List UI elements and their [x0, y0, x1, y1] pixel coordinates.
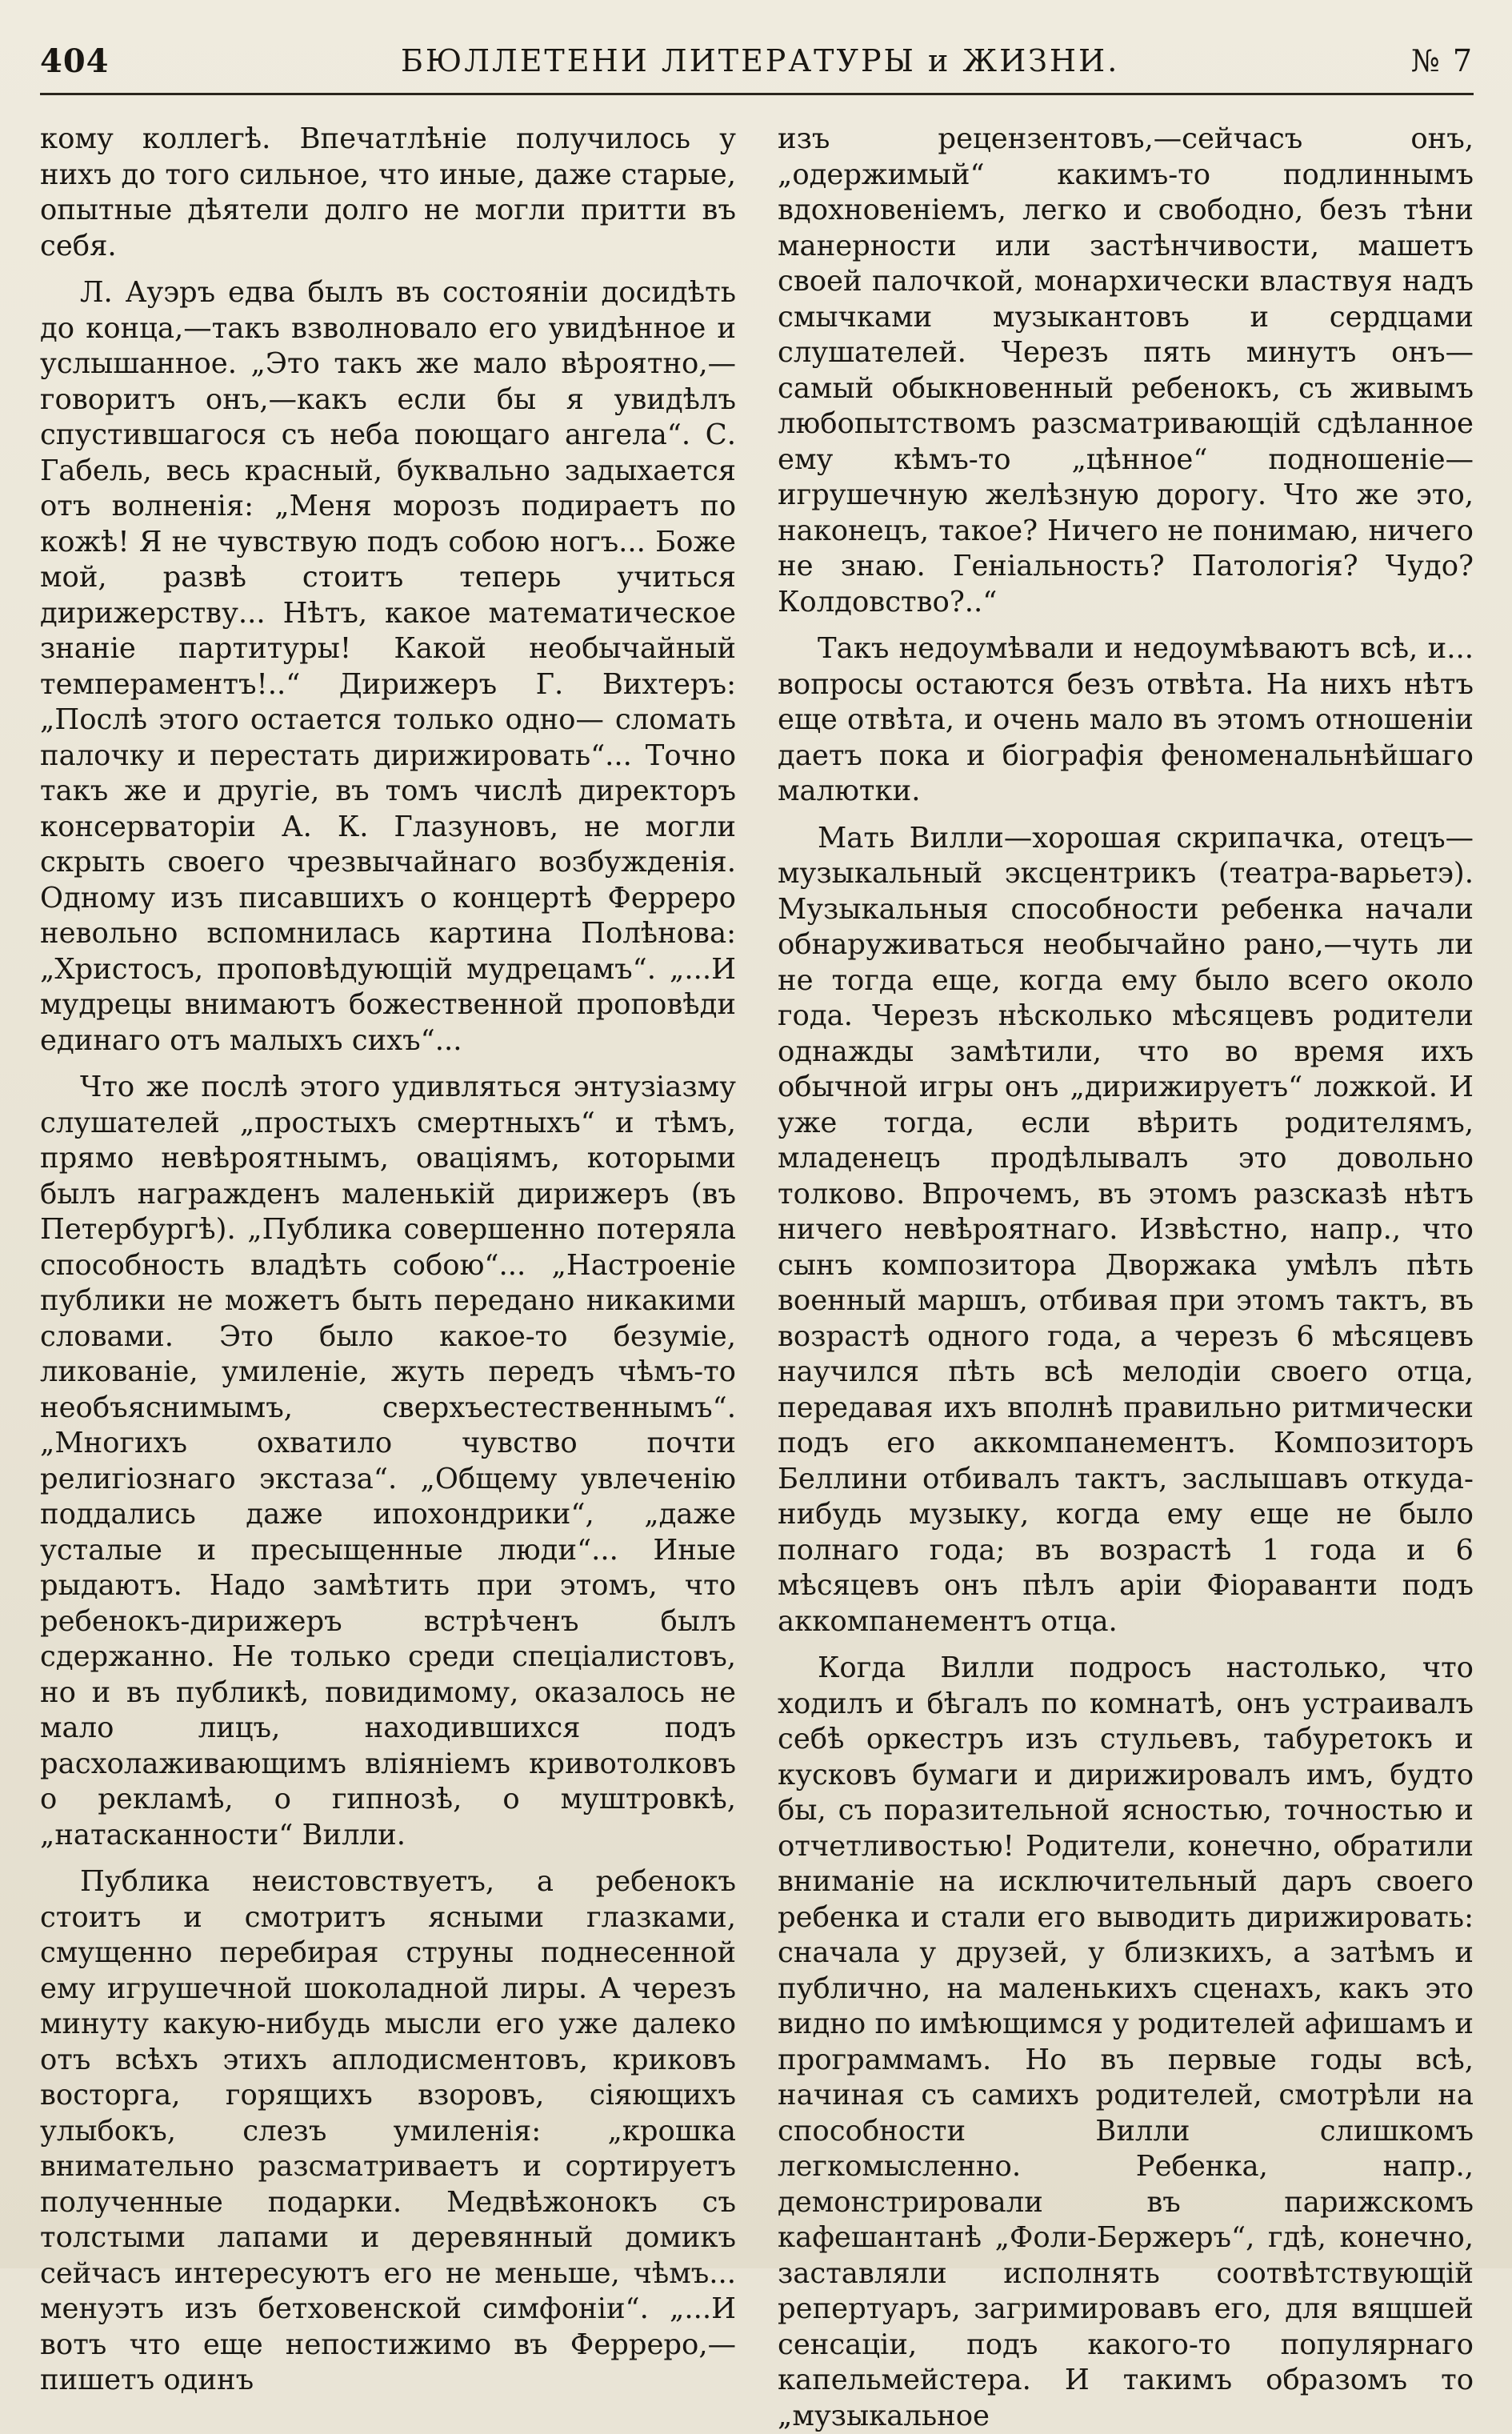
paragraph: Публика неистовствуетъ, а ребенокъ стоитъ и смотритъ ясными глазками, смущенно перебирая струны поднесенной ему игрушечной шоколадной лиры. А черезъ минуту какую-нибудь мысли его уже далеко отъ всѣхъ этихъ аплодисментовъ, криковъ восторга, горящихъ взоровъ, сіяющихъ улыбокъ, слезъ умиленія: „крошка внимательно разсматриваетъ и сортируетъ полученные подарки. Медвѣжонокъ съ толстыми лапами и деревянный домикъ сейчасъ интересуютъ его не меньше, чѣмъ... менуэтъ изъ бетховенской симфоніи“. „...И вотъ что еще непостижимо въ Ферреро,—пишетъ одинъ: [40, 1865, 736, 2396]
right-column: [778, 122, 1474, 2432]
running-title: БЮЛЛЕТЕНИ ЛИТЕРАТУРЫ и ЖИЗНИ.: [401, 43, 1120, 78]
page-number: 404: [40, 42, 110, 80]
left-column: [40, 122, 736, 2396]
page-header: [40, 29, 1474, 95]
text-columns: [40, 122, 1474, 2432]
paragraph: Когда Вилли подросъ настолько, что ходилъ и бѣгалъ по комнатѣ, онъ устраивалъ себѣ оркестръ изъ стульевъ, табуретокъ и кусковъ бумаги и дирижировалъ имъ, будто бы, съ поразительной ясностью, точностью и отчетливостью! Родители, конечно, обратили вниманіе на исключительный даръ своего ребенка и стали его выводить дирижировать: сначала у друзей, у близкихъ, а затѣмъ и публично, на маленькихъ сценахъ, какъ это видно по имѣющимся у родителей афишамъ и программамъ. Но въ первые годы всѣ, начиная съ самихъ родителей, смотрѣли на способности Вилли слишкомъ легкомысленно. Ребенка, напр., демонстрировали въ парижскомъ кафешантанѣ „Фоли-Бержеръ“, гдѣ, конечно, заставляли исполнять соотвѣтствующій репертуаръ, загримировавъ его, для вящшей сенсаціи, подъ какого-то популярнаго капельмейстера. И такимъ образомъ то „музыкальное: [778, 1651, 1474, 2432]
issue-number: № 7: [1410, 43, 1474, 78]
paragraph: Что же послѣ этого удивляться энтузіазму слушателей „простыхъ смертныхъ“ и тѣмъ, прямо невѣроятнымъ, оваціямъ, которыми былъ награжденъ маленькій дирижеръ (въ Петербургѣ). „Публика совершенно потеряла способность владѣть собою“... „Настроеніе публики не можетъ быть передано никакими словами. Это было какое-то безуміе, ликованіе, умиленіе, жуть передъ чѣмъ-то необъяснимымъ, сверхъестественнымъ“. „Многихъ охватило чувство почти религіознаго экстаза“. „Общему увлеченію поддались даже ипохондрики“, „даже усталые и пресыщенные люди“... Иные рыдаютъ. Надо замѣтить при этомъ, что ребенокъ-дирижеръ встрѣченъ былъ сдержанно. Не только среди спеціалистовъ, но и въ публикѣ, повидимому, оказалось не мало лицъ, находившихся подъ расхолаживающимъ вліяніемъ кривотолковъ о рекламѣ, о гипнозѣ, о муштровкѣ, „натасканности“ Вилли.: [40, 1071, 736, 1852]
paragraph: Л. Ауэръ едва былъ въ состояніи досидѣть до конца,—такъ взволновало его увидѣнное и услышанное. „Это такъ же мало вѣроятно,— говоритъ онъ,—какъ если бы я увидѣлъ спустившагося съ неба поющаго ангела“. С. Габель, весь красный, буквально задыхается отъ волненія: „Меня морозъ подираетъ по кожѣ! Я не чувствую подъ собою ногъ... Боже мой, развѣ стоитъ теперь учиться дирижерству... Нѣтъ, какое математическое знаніе партитуры! Какой необычайный темпераментъ!..“ Дирижеръ Г. Вихтеръ: „Послѣ этого остается только одно— сломать палочку и перестать дирижировать“... Точно такъ же и другіе, въ томъ числѣ директоръ консерваторіи А. К. Глазуновъ, не могли скрыть своего чрезвычайнаго возбужденія. Одному изъ писавшихъ о концертѣ Ферреро невольно вспомнилась картина Полѣнова: „Христосъ, проповѣдующій мудрецамъ“. „...И мудрецы внимаютъ божественной проповѣди единаго отъ малыхъ сихъ“...: [40, 276, 736, 1057]
paragraph: Такъ недоумѣвали и недоумѣваютъ всѣ, и... вопросы остаются безъ отвѣта. На нихъ нѣтъ еще отвѣта, и очень мало въ этомъ отношеніи даетъ пока и біографія феноменальнѣйшаго малютки.: [778, 632, 1474, 807]
paragraph: кому коллегѣ. Впечатлѣніе получилось у нихъ до того сильное, что иные, даже старые, опытные дѣятели долго не могли притти въ себя.: [40, 122, 736, 262]
paragraph: Мать Вилли—хорошая скрипачка, отецъ— музыкальный эксцентрикъ (театра-варьетэ). Музыкальныя способности ребенка начали обнаруживаться необычайно рано,—чуть ли не тогда еще, когда ему было всего около года. Черезъ нѣсколько мѣсяцевъ родители однажды замѣтили, что во время ихъ обычной игры онъ „дирижируетъ“ ложкой. И уже тогда, если вѣрить родителямъ, младенецъ продѣлывалъ это довольно толково. Впрочемъ, въ этомъ разсказѣ нѣтъ ничего невѣроятнаго. Извѣстно, напр., что сынъ композитора Дворжака умѣлъ пѣть военный маршъ, отбивая при этомъ тактъ, въ возрастѣ одного года, а черезъ 6 мѣсяцевъ научился пѣть всѣ мелодіи своего отца, передавая ихъ вполнѣ правильно ритмически подъ его аккомпанементъ. Композиторъ Беллини отбивалъ тактъ, заслышавъ откуда-нибудь музыку, когда ему еще не было полнаго года; въ возрастѣ 1 года и 6 мѣсяцевъ онъ пѣлъ аріи Фіораванти подъ аккомпанементъ отца.: [778, 821, 1474, 1638]
paragraph: изъ рецензентовъ,—сейчасъ онъ, „одержимый“ какимъ-то подлиннымъ вдохновеніемъ, легко и свободно, безъ тѣни манерности или застѣнчивости, машетъ своей палочкой, монархически властвуя надъ смычками музыкантовъ и сердцами слушателей. Черезъ пять минутъ онъ— самый обыкновенный ребенокъ, съ живымъ любопытствомъ разсматривающій сдѣланное ему кѣмъ-то „цѣнное“ подношеніе—игрушечную желѣзную дорогу. Что же это, наконецъ, такое? Ничего не понимаю, ничего не знаю. Геніальность? Патологія? Чудо? Колдовство?..“: [778, 122, 1474, 619]
